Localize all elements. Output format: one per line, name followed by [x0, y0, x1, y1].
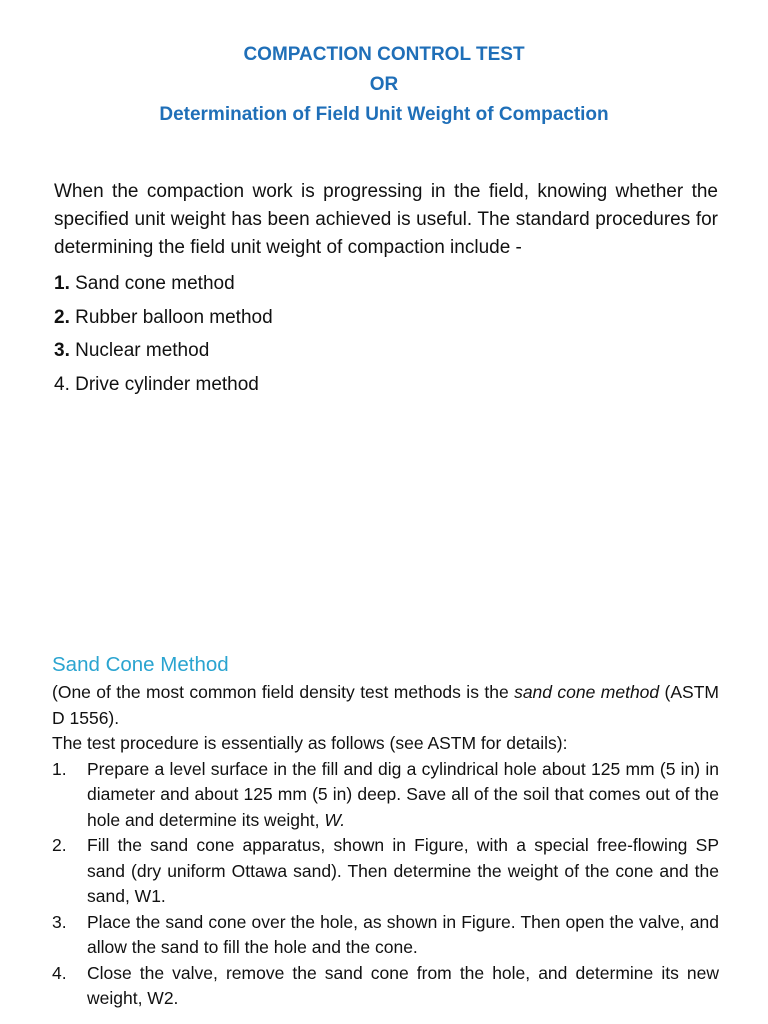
method-number: 4.	[54, 373, 70, 395]
step-text	[87, 833, 719, 910]
title-line-2: OR	[369, 74, 399, 95]
title-line-3: Determination of Field Unit Weight of Compaction	[159, 104, 609, 125]
method-item	[54, 368, 718, 402]
intro-paragraph: When the compaction work is progressing in the field, knowing whether the specified unit weight has been achieved is useful. The standard procedures for determining the field unit weight of compaction include -	[54, 181, 718, 258]
step-body: Close the valve, remove the sand cone from the hole, and determine its new weight, W2.	[87, 962, 719, 1008]
procedure-intro: The test procedure is essentially as follows (see ASTM for details):	[52, 733, 568, 753]
step-number: 2.	[52, 835, 67, 855]
title-line-1: COMPACTION CONTROL TEST	[243, 44, 525, 65]
method-number: 2.	[54, 306, 70, 328]
document-title	[0, 40, 768, 130]
procedure-step	[52, 961, 719, 1012]
sand-cone-section	[52, 650, 719, 1012]
step-number: 3.	[52, 911, 67, 932]
step-text	[87, 910, 719, 961]
step-text	[87, 961, 719, 1012]
method-list	[54, 267, 718, 401]
step-italic-tail: W.	[324, 809, 346, 830]
method-text: Rubber balloon method	[69, 306, 273, 328]
step-body: Fill the sand cone apparatus, shown in Figure, with a special free-flowing SP sand (dry uniform Ottawa sand). Then determine the weight of the cone and the sand, W1.	[87, 835, 719, 906]
step-body: Place the sand cone over the hole, as shown in Figure. Then open the valve, and allow the sand to fill the hole and the cone.	[87, 911, 719, 957]
method-text: Sand cone method	[69, 273, 235, 294]
method-item	[54, 301, 718, 335]
step-number: 4.	[52, 962, 67, 983]
method-item	[54, 334, 718, 368]
intro-text-part: (ASTM D 1556).	[52, 682, 719, 728]
method-number: 1.	[54, 273, 70, 294]
step-number: 1.	[52, 758, 67, 779]
method-item	[54, 267, 718, 301]
method-text: Drive cylinder method	[69, 373, 259, 395]
procedure-step	[52, 757, 719, 834]
intro-italic-term: sand cone method	[514, 682, 660, 702]
method-number: 3.	[54, 340, 70, 361]
procedure-step	[52, 833, 719, 910]
intro-text-part: (One of the most common field density test methods is the	[52, 682, 515, 702]
intro-section	[54, 178, 718, 401]
step-body: Prepare a level surface in the fill and dig a cylindrical hole about 125 mm (5 in) in diameter and about 125 mm (5 in) deep. Save all of the soil that comes out of the hole and determine its weight,	[87, 758, 719, 830]
section-heading: Sand Cone Method	[52, 653, 229, 676]
sand-cone-intro	[52, 680, 719, 731]
procedure-step	[52, 910, 719, 961]
step-text	[87, 757, 719, 834]
procedure-steps	[52, 757, 719, 1012]
method-text: Nuclear method	[69, 340, 210, 361]
